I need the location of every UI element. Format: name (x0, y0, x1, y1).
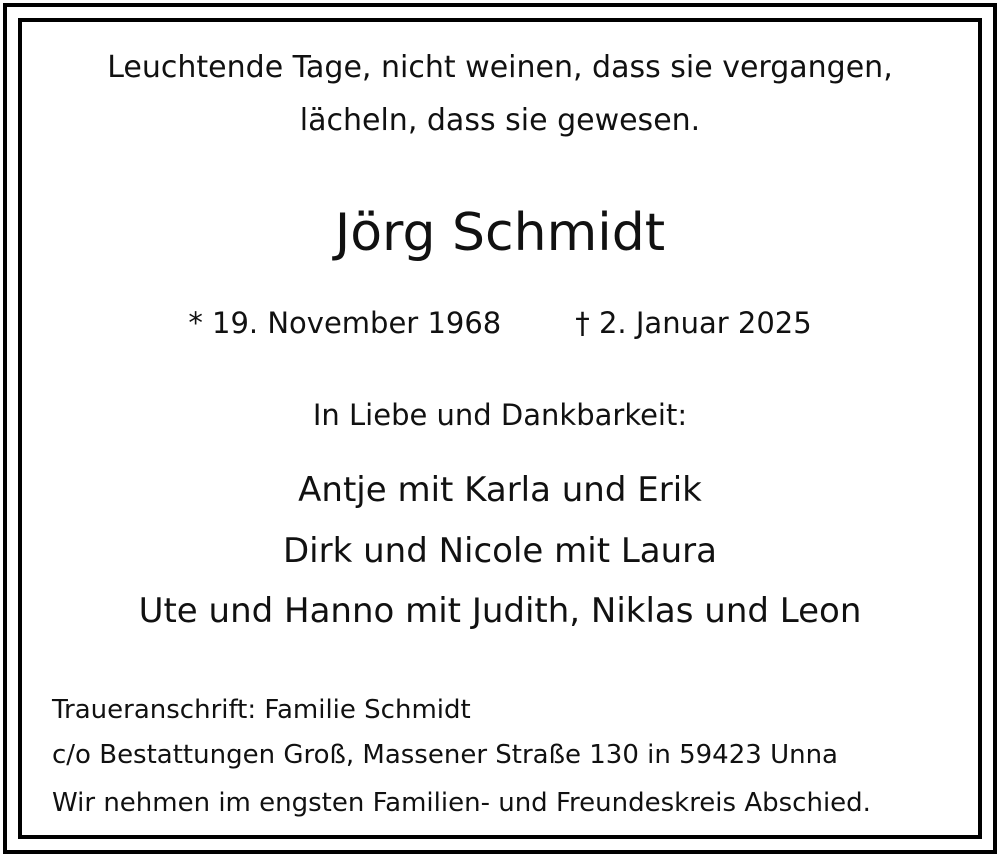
family-line-2: Dirk und Nicole mit Laura (283, 531, 717, 571)
farewell-note: Wir nehmen im engsten Familien- und Freundeskreis Abschied. (52, 788, 871, 818)
quote-line-2: lächeln, dass sie gewesen. (299, 103, 701, 138)
address-line-2: c/o Bestattungen Groß, Massener Straße 130 in 59423 Unna (52, 740, 838, 770)
birth-date: * 19. November 1968 (188, 306, 502, 340)
address-line-1: Traueranschrift: Familie Schmidt (52, 695, 471, 725)
family-line-3: Ute und Hanno mit Judith, Niklas und Leon (138, 591, 862, 631)
mourners-intro: In Liebe und Dankbarkeit: (312, 398, 688, 432)
death-date: † 2. Januar 2025 (575, 306, 812, 340)
life-dates (0, 306, 1000, 340)
deceased-name: Jörg Schmidt (334, 203, 666, 263)
quote-line-1: Leuchtende Tage, nicht weinen, dass sie vergangen, (107, 50, 893, 85)
family-line-1: Antje mit Karla und Erik (298, 470, 702, 510)
